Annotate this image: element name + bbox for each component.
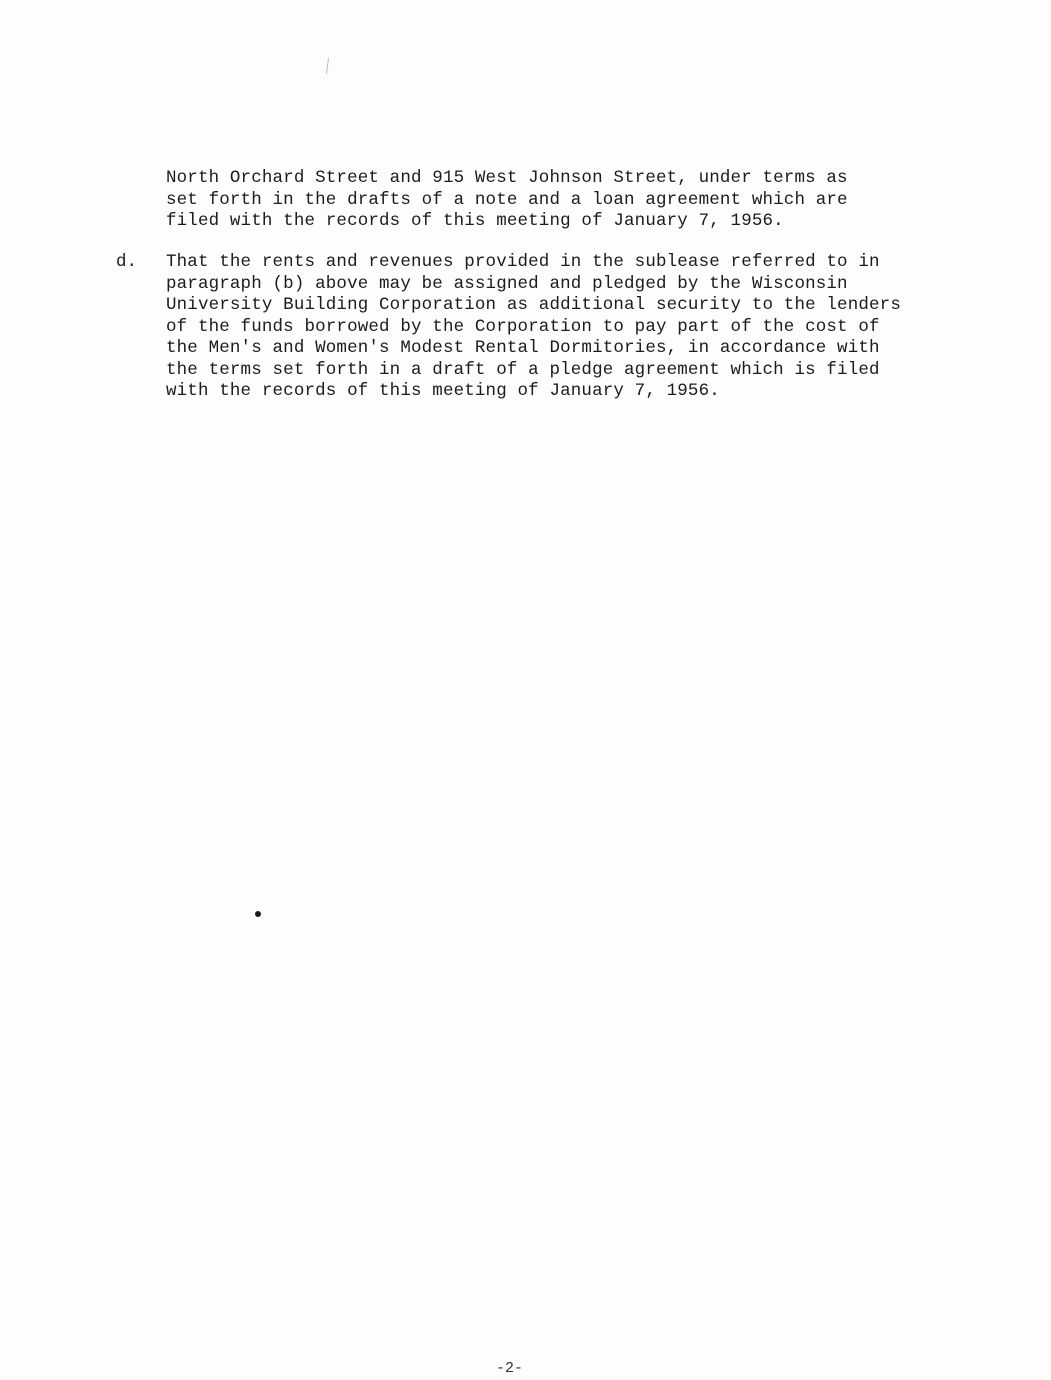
paragraph-line: with the records of this meeting of January 7, 1956. xyxy=(166,381,720,401)
stray-pen-mark xyxy=(326,58,329,74)
paragraph-line: University Building Corporation as additional security to the lenders xyxy=(166,295,901,315)
paragraph-line: set forth in the drafts of a note and a loan agreement which are xyxy=(166,189,848,210)
stray-ink-dot xyxy=(255,911,261,917)
paragraph-line: North Orchard Street and 915 West Johnson Street, under terms as xyxy=(166,168,848,188)
paragraph-line: filed with the records of this meeting of January 7, 1956. xyxy=(166,211,784,231)
continued-paragraph xyxy=(166,168,906,233)
paragraph-line: paragraph (b) above may be assigned and pledged by the Wisconsin xyxy=(166,273,848,294)
page-number: -2- xyxy=(496,1360,524,1377)
paragraph-line: the terms set forth in a draft of a pledge agreement which is filed xyxy=(166,359,880,380)
paragraph-line: That the rents and revenues provided in the sublease referred to in xyxy=(166,252,880,272)
paragraph-line: of the funds borrowed by the Corporation to pay part of the cost of xyxy=(166,316,880,337)
list-item-text xyxy=(166,252,906,403)
list-item-marker: d. xyxy=(116,252,138,272)
paragraph-line: the Men's and Women's Modest Rental Dormitories, in accordance with xyxy=(166,338,880,358)
